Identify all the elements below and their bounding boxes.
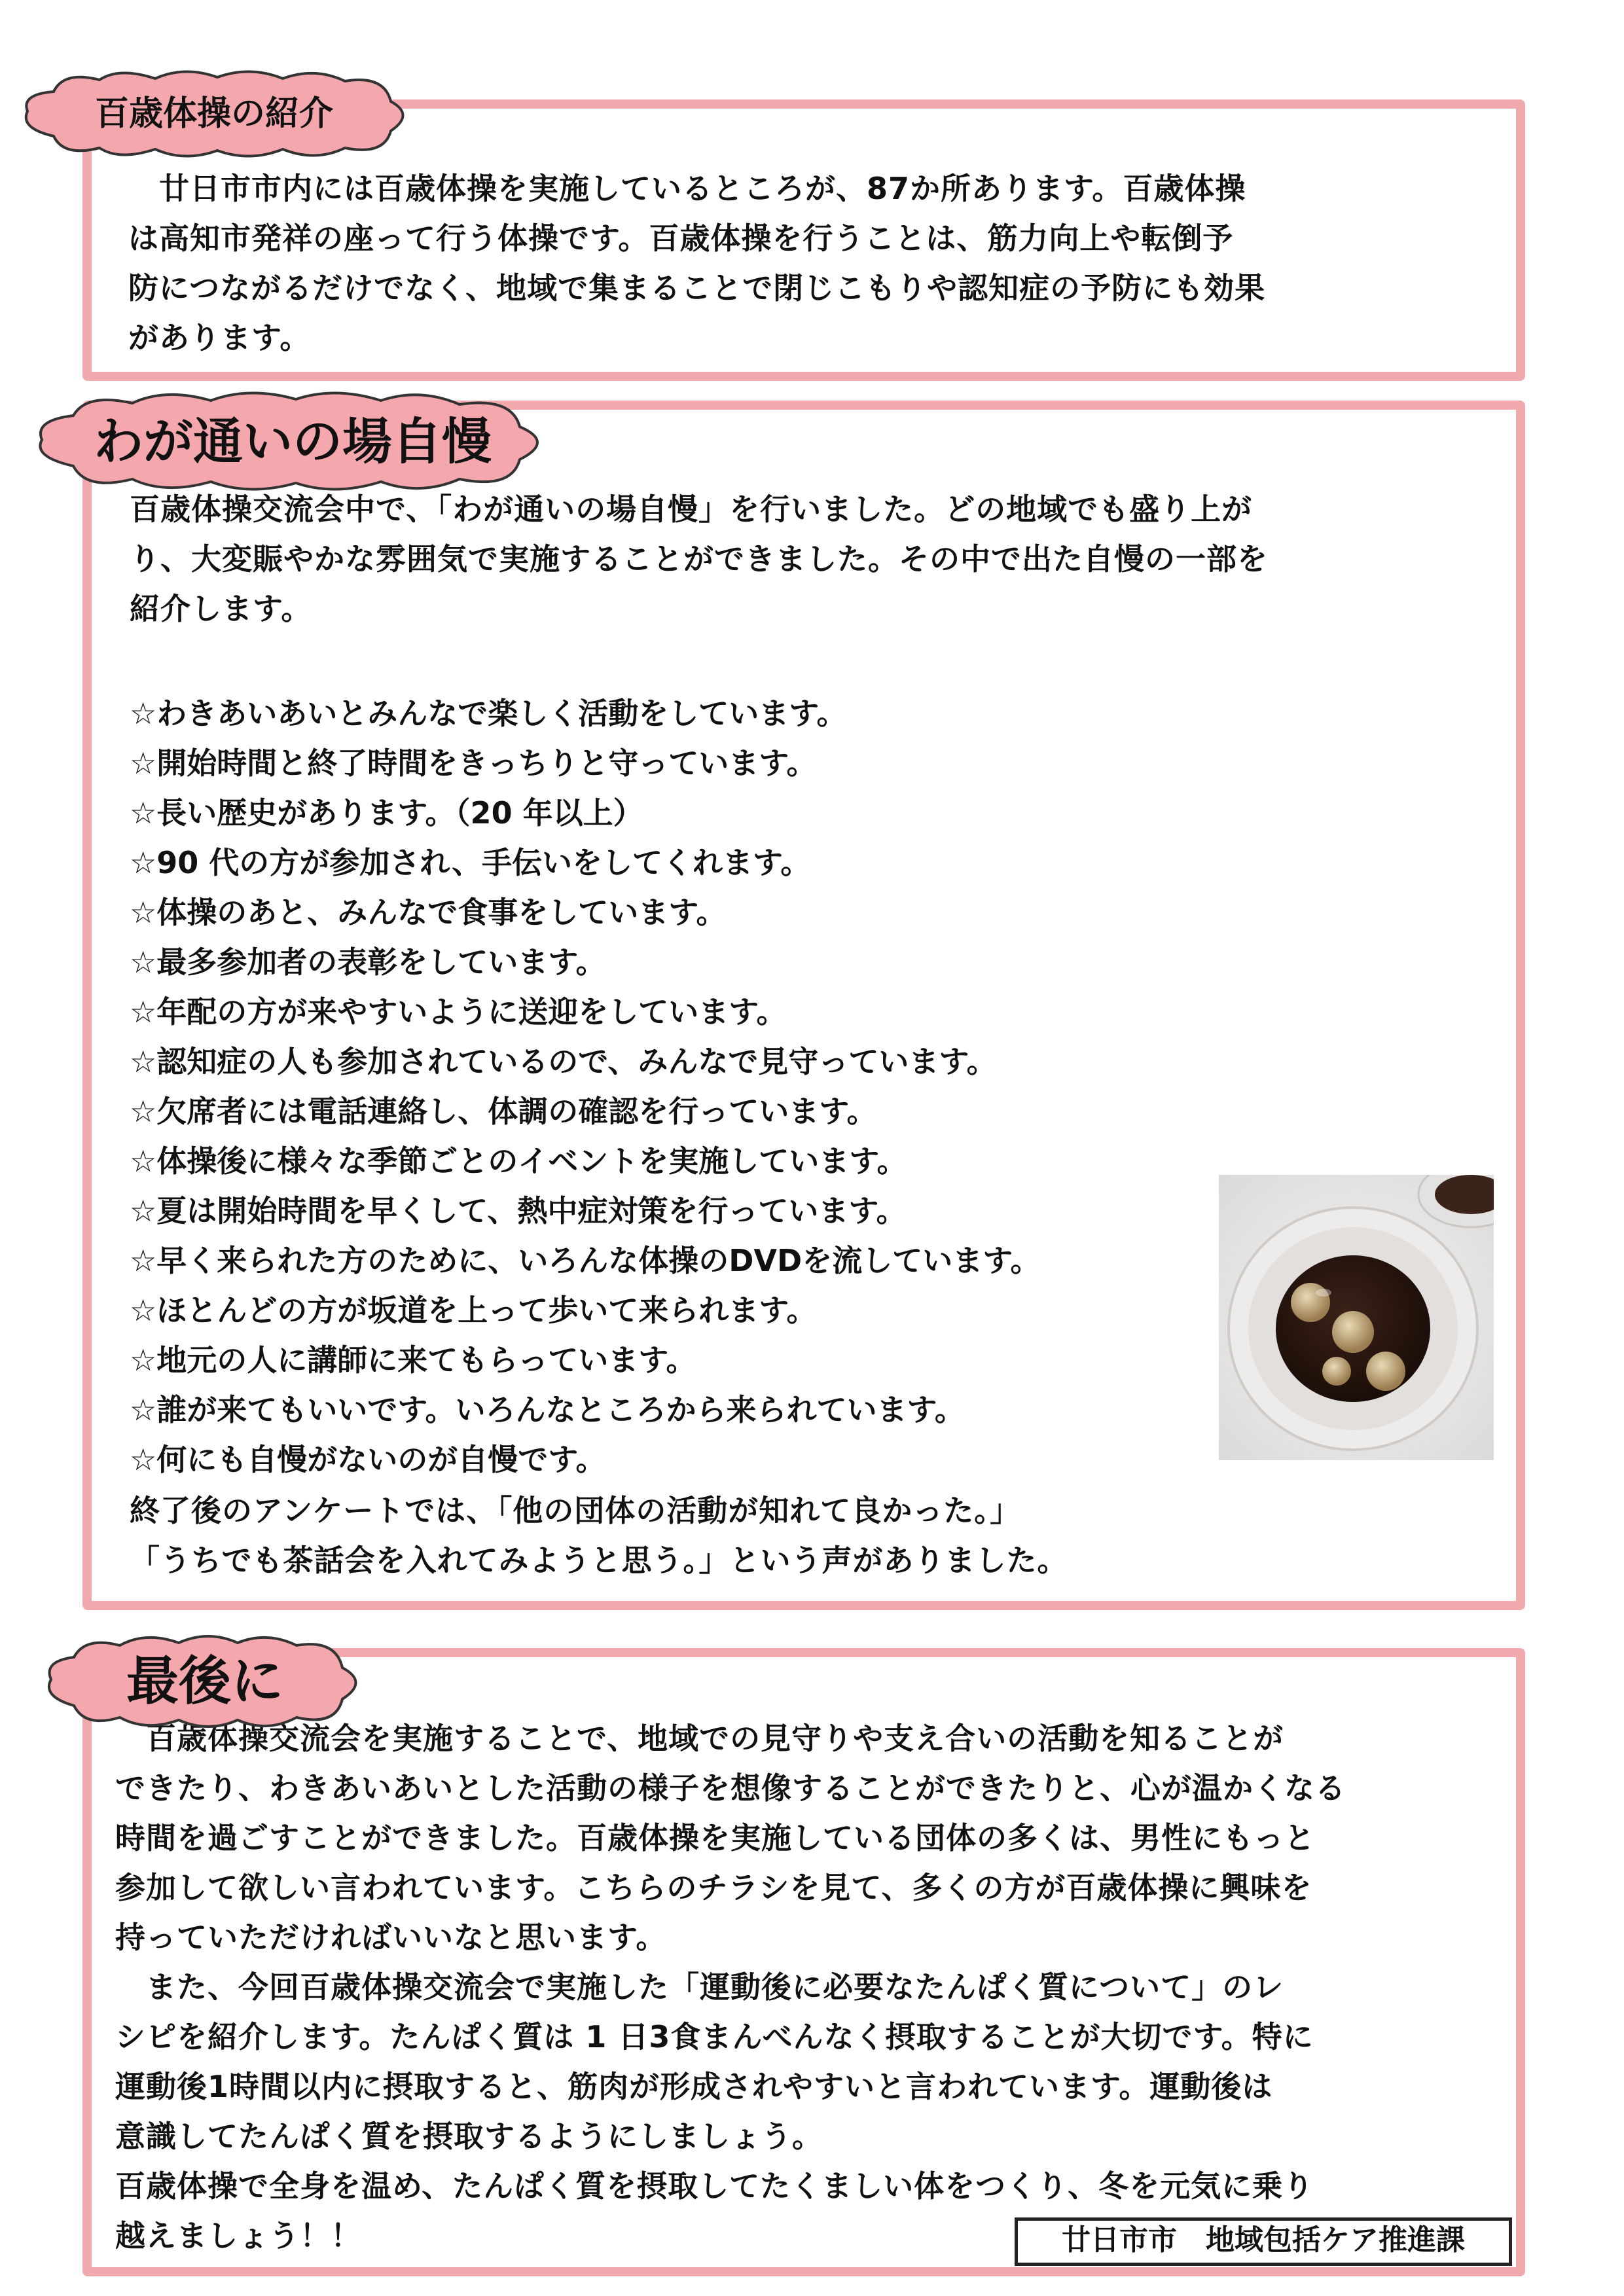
list-item: ☆体操のあと、みんなで食事をしています。 bbox=[130, 895, 727, 930]
pride-closing-line: 「うちでも茶話会を入れてみようと思う。」という声がありました。 bbox=[130, 1543, 1068, 1578]
department-label: 廿日市市 地域包括ケア推進課 bbox=[1015, 2217, 1512, 2266]
intro-line: 防につながるだけでなく、地域で集まることで閉じこもりや認知症の予防にも効果 bbox=[128, 270, 1266, 306]
intro-paragraph bbox=[128, 164, 1265, 363]
list-item: ☆早く来られた方のために、いろんな体操のDVDを流しています。 bbox=[130, 1243, 1041, 1278]
list-item: ☆最多参加者の表彰をしています。 bbox=[130, 944, 606, 980]
list-item: ☆開始時間と終了時間をきっちりと守っています。 bbox=[130, 745, 817, 781]
final-line: また、今回百歳体操交流会で実施した「運動後に必要なたんぱく質について」のレ bbox=[115, 1969, 1284, 2005]
final-title: 最後に bbox=[126, 1651, 283, 1712]
intro-line: は高知市発祥の座って行う体操です。百歳体操を行うことは、筋力向上や転倒予 bbox=[128, 221, 1234, 256]
final-line: 越えましょう！！ bbox=[115, 2218, 361, 2253]
intro-title-cloud bbox=[14, 65, 414, 164]
intro-line: 廿日市市内には百歳体操を実施しているところが、87か所あります。百歳体操 bbox=[128, 171, 1246, 206]
pride-lead bbox=[130, 484, 1268, 634]
list-item: ☆体操後に様々な季節ごとのイベントを実施しています。 bbox=[130, 1143, 907, 1179]
list-item: ☆90 代の方が参加され、手伝いをしてくれます。 bbox=[130, 845, 811, 880]
pride-list bbox=[130, 689, 1041, 1484]
pride-closing-line: 終了後のアンケートでは、「他の団体の活動が知れて良かった。」 bbox=[130, 1493, 1021, 1528]
dessert-photo bbox=[1219, 1175, 1494, 1460]
final-line: 意識してたんぱく質を摂取するようにしましょう。 bbox=[115, 2119, 823, 2154]
final-title-cloud bbox=[38, 1630, 372, 1734]
pride-lead-line: り、大変賑やかな雰囲気で実施することができました。その中で出た自慢の一部を bbox=[130, 541, 1268, 577]
list-item: ☆認知症の人も参加されているので、みんなで見守っています。 bbox=[130, 1044, 997, 1079]
final-line: 持っていただければいいなと思います。 bbox=[115, 1920, 667, 1955]
pride-lead-line: 紹介します。 bbox=[130, 591, 312, 626]
final-line: 運動後1時間以内に摂取すると、筋肉が形成されやすいと言われています。運動後は bbox=[115, 2069, 1273, 2104]
pride-title-cloud bbox=[27, 386, 558, 497]
final-line: 百歳体操で全身を温め、たんぱく質を摂取してたくましい体をつくり、冬を元気に乗り bbox=[115, 2168, 1314, 2204]
final-line: シピを紹介します。たんぱく質は 1 日3食まんべんなく摂取することが大切です。特に bbox=[115, 2019, 1314, 2054]
pride-title: わが通いの場自慢 bbox=[94, 412, 492, 471]
list-item: ☆地元の人に講師に来てもらっています。 bbox=[130, 1342, 696, 1378]
dessert-cup-icon bbox=[1219, 1175, 1494, 1460]
list-item: ☆年配の方が来やすいように送迎をしています。 bbox=[130, 994, 787, 1030]
list-item: ☆夏は開始時間を早くして、熱中症対策を行っています。 bbox=[130, 1193, 907, 1229]
final-line: 参加して欲しい言われています。こちらのチラシを見て、多くの方が百歳体操に興味を bbox=[115, 1870, 1312, 1905]
list-item: ☆ほとんどの方が坂道を上って歩いて来られます。 bbox=[130, 1293, 817, 1328]
final-paragraph bbox=[115, 1713, 1346, 2261]
final-line: 百歳体操交流会を実施することで、地域での見守りや支え合いの活動を知ることが bbox=[115, 1721, 1284, 1756]
list-item: ☆わきあいあいとみんなで楽しく活動をしています。 bbox=[130, 696, 847, 731]
pride-closing bbox=[130, 1486, 1068, 1585]
list-item: ☆何にも自慢がないのが自慢です。 bbox=[130, 1442, 606, 1477]
intro-line: があります。 bbox=[128, 320, 311, 355]
pride-lead-line: 百歳体操交流会中で、「わが通いの場自慢」を行いました。どの地域でも盛り上が bbox=[130, 492, 1253, 527]
final-line: 時間を過ごすことができました。百歳体操を実施している団体の多くは、男性にもっと bbox=[115, 1820, 1315, 1856]
list-item: ☆欠席者には電話連絡し、体調の確認を行っています。 bbox=[130, 1094, 877, 1129]
intro-title: 百歳体操の紹介 bbox=[94, 94, 333, 134]
final-line: できたり、わきあいあいとした活動の様子を想像することができたりと、心が温かくなる bbox=[115, 1770, 1346, 1806]
list-item: ☆誰が来てもいいです。いろんなところから来られています。 bbox=[130, 1392, 965, 1427]
list-item: ☆長い歴史があります。（20 年以上） bbox=[130, 795, 643, 831]
